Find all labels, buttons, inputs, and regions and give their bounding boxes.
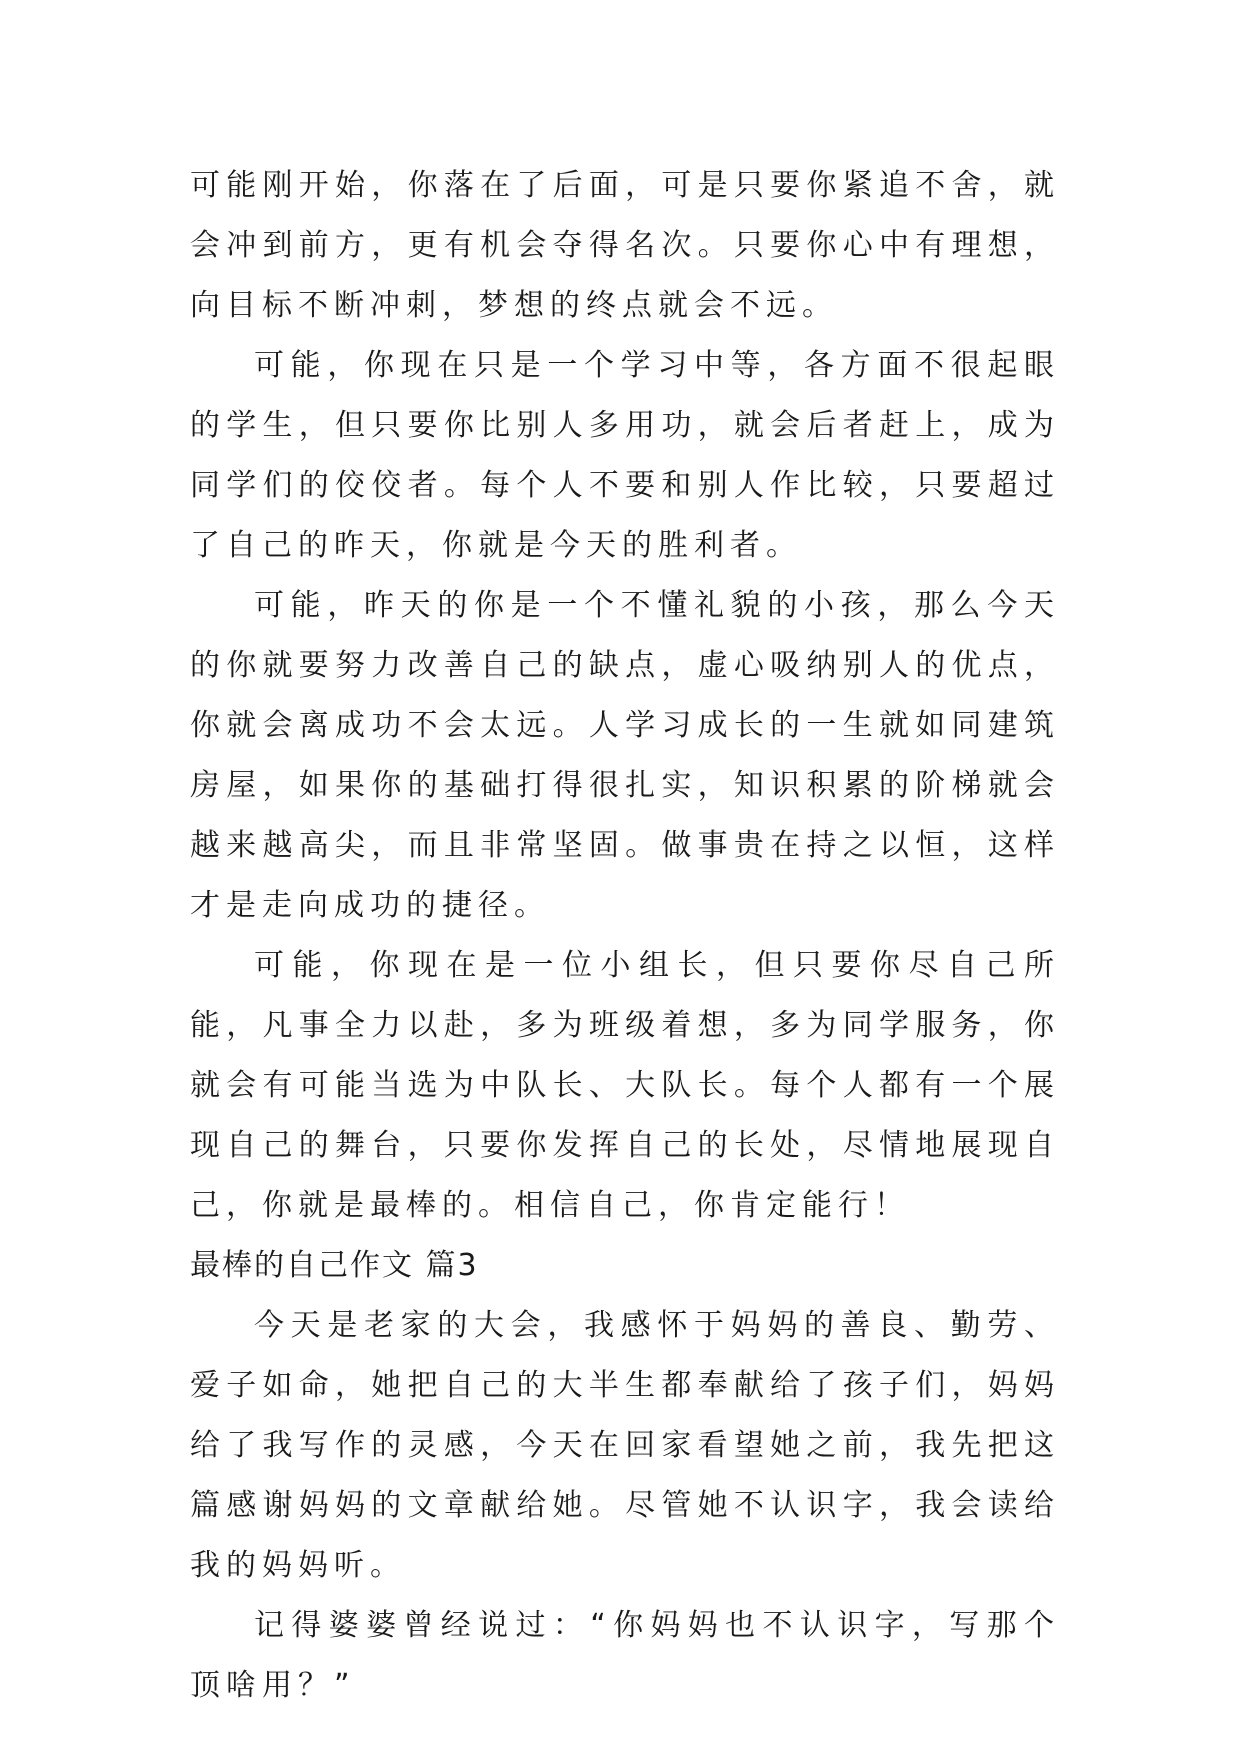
paragraph-3: 可能，昨天的你是一个不懂礼貌的小孩，那么今天的你就要努力改善自己的缺点，虚心吸纳别人的优点，你就会离成功不会太远。人学习成长的一生就如同建筑房屋，如果你的基础打得很扎实，知识积累的阶梯就会越来越高尖，而且非常坚固。做事贵在持之以恒，这样才是走向成功的捷径。 [190,588,1060,923]
section-heading: 最棒的自己作文 篇3 [190,1248,479,1283]
document-body [190,156,1060,1716]
paragraph-4: 可能，你现在是一位小组长，但只要你尽自己所能，凡事全力以赴，多为班级着想，多为同学服务，你就会有可能当选为中队长、大队长。每个人都有一个展现自己的舞台，只要你发挥自己的长处，尽情地展现自己，你就是最棒的。相信自己，你肯定能行！ [190,948,1060,1223]
section-paragraph-1: 今天是老家的大会，我感怀于妈妈的善良、勤劳、爱子如命，她把自己的大半生都奉献给了孩子们，妈妈给了我写作的灵感，今天在回家看望她之前，我先把这篇感谢妈妈的文章献给她。尽管她不认识字，我会读给我的妈妈听。 [190,1308,1060,1583]
paragraph-1: 可能刚开始，你落在了后面，可是只要你紧追不舍，就会冲到前方，更有机会夺得名次。只要你心中有理想，向目标不断冲刺，梦想的终点就会不远。 [190,168,1060,323]
section-paragraph-2: 记得婆婆曾经说过：“你妈妈也不认识字，写那个顶啥用？” [190,1608,1060,1703]
paragraph-2: 可能，你现在只是一个学习中等，各方面不很起眼的学生，但只要你比别人多用功，就会后者赶上，成为同学们的佼佼者。每个人不要和别人作比较，只要超过了自己的昨天，你就是今天的胜利者。 [190,348,1060,563]
